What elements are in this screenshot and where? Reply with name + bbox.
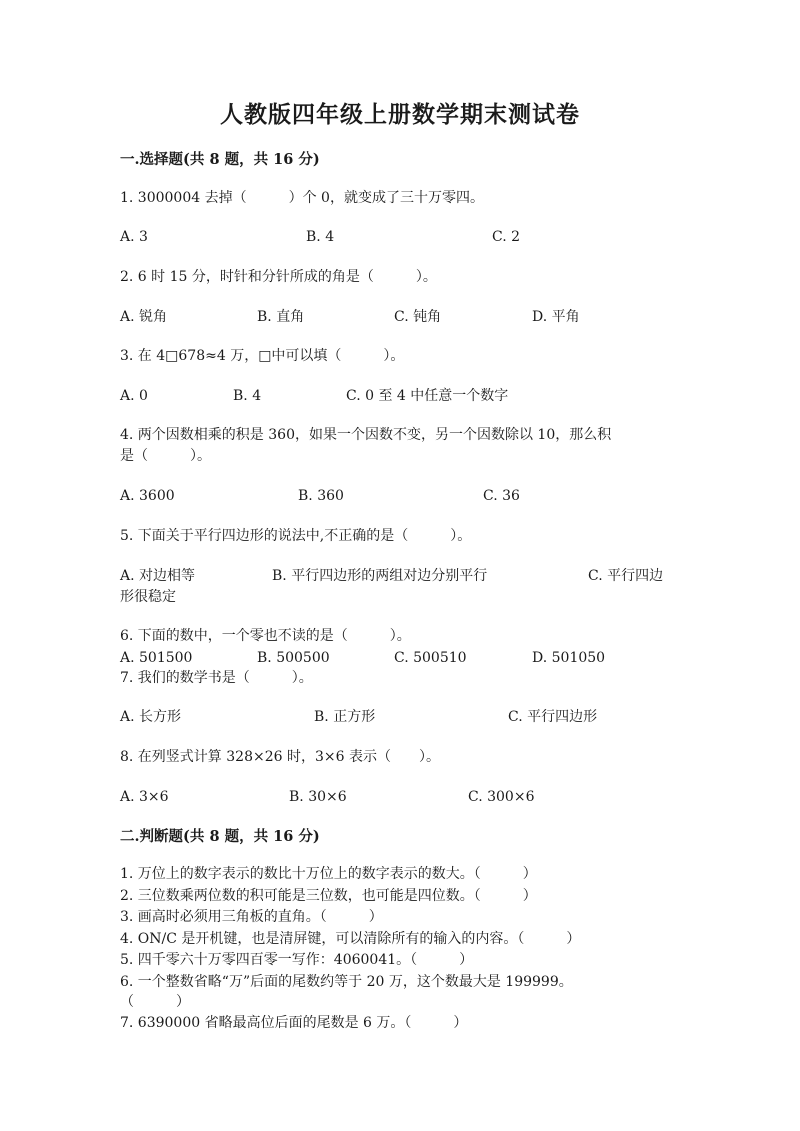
question-2: 2. 6 时 15 分，时针和分针所成的角是（ ）。	[120, 269, 437, 285]
q5-option-b: B. 平行四边形的两组对边分别平行	[272, 568, 488, 584]
question-4-line2: 是（ ）。	[120, 448, 211, 464]
question-1: 1. 3000004 去掉（ ）个 0，就变成了三十万零四。	[120, 190, 484, 206]
judgement-item-1: 1. 万位上的数字表示的数比十万位上的数字表示的数大。（ ）	[120, 866, 537, 882]
judgement-item-3: 3. 画高时必须用三角板的直角。（ ）	[120, 909, 383, 925]
q3-option-b: B. 4	[233, 388, 262, 404]
q8-option-a: A. 3×6	[120, 789, 169, 805]
question-6: 6. 下面的数中，一个零也不读的是（ ）。	[120, 628, 411, 644]
judgement-item-4: 4. ON/C 是开机键，也是清屏键，可以清除所有的输入的内容。（ ）	[120, 931, 581, 947]
q4-option-b: B. 360	[298, 488, 344, 504]
q6-option-d: D. 501050	[532, 650, 606, 666]
section-heading-judgement: 二.判断题(共 8 题，共 16 分)	[120, 828, 320, 845]
judgement-item-6-bracket: （ ）	[120, 994, 190, 1010]
q4-option-a: A. 3600	[120, 488, 175, 504]
judgement-item-5: 5. 四千零六十万零四百零一写作：4060041。（ ）	[120, 952, 474, 968]
question-4-line1: 4. 两个因数相乘的积是 360，如果一个因数不变，另一个因数除以 10，那么积	[120, 427, 612, 443]
q3-option-c: C. 0 至 4 中任意一个数字	[346, 388, 509, 404]
q1-option-b: B. 4	[306, 229, 335, 245]
judgement-item-7: 7. 6390000 省略最高位后面的尾数是 6 万。（ ）	[120, 1015, 468, 1031]
q7-option-a: A. 长方形	[120, 709, 182, 725]
q7-option-b: B. 正方形	[314, 709, 376, 725]
q6-option-b: B. 500500	[257, 650, 330, 666]
q6-option-a: A. 501500	[120, 650, 193, 666]
q6-option-c: C. 500510	[394, 650, 467, 666]
q2-option-c: C. 钝角	[394, 309, 442, 325]
question-8: 8. 在列竖式计算 328×26 时，3×6 表示（ ）。	[120, 749, 440, 765]
q8-option-b: B. 30×6	[289, 789, 347, 805]
q5-option-c: C. 平行四边	[588, 568, 664, 584]
page-title: 人教版四年级上册数学期末测试卷	[220, 101, 580, 128]
q1-option-a: A. 3	[120, 229, 148, 245]
q2-option-a: A. 锐角	[120, 309, 168, 325]
q1-option-c: C. 2	[492, 229, 521, 245]
q5-option-c-continued: 形很稳定	[120, 589, 176, 605]
q2-option-b: B. 直角	[257, 309, 305, 325]
q4-option-c: C. 36	[483, 488, 520, 504]
q7-option-c: C. 平行四边形	[508, 709, 598, 725]
question-5: 5. 下面关于平行四边形的说法中,不正确的是（ ）。	[120, 528, 472, 544]
q2-option-d: D. 平角	[532, 309, 580, 325]
section-heading-choice: 一.选择题(共 8 题，共 16 分)	[120, 151, 320, 168]
judgement-item-6: 6. 一个整数省略“万”后面的尾数约等于 20 万，这个数最大是 199999。	[120, 974, 573, 990]
question-7: 7. 我们的数学书是（ ）。	[120, 670, 313, 686]
q8-option-c: C. 300×6	[468, 789, 535, 805]
judgement-item-2: 2. 三位数乘两位数的积可能是三位数，也可能是四位数。（ ）	[120, 888, 537, 904]
q3-option-a: A. 0	[120, 388, 148, 404]
q5-option-a: A. 对边相等	[120, 568, 196, 584]
question-3: 3. 在 4□678≈4 万，□中可以填（ ）。	[120, 348, 405, 364]
